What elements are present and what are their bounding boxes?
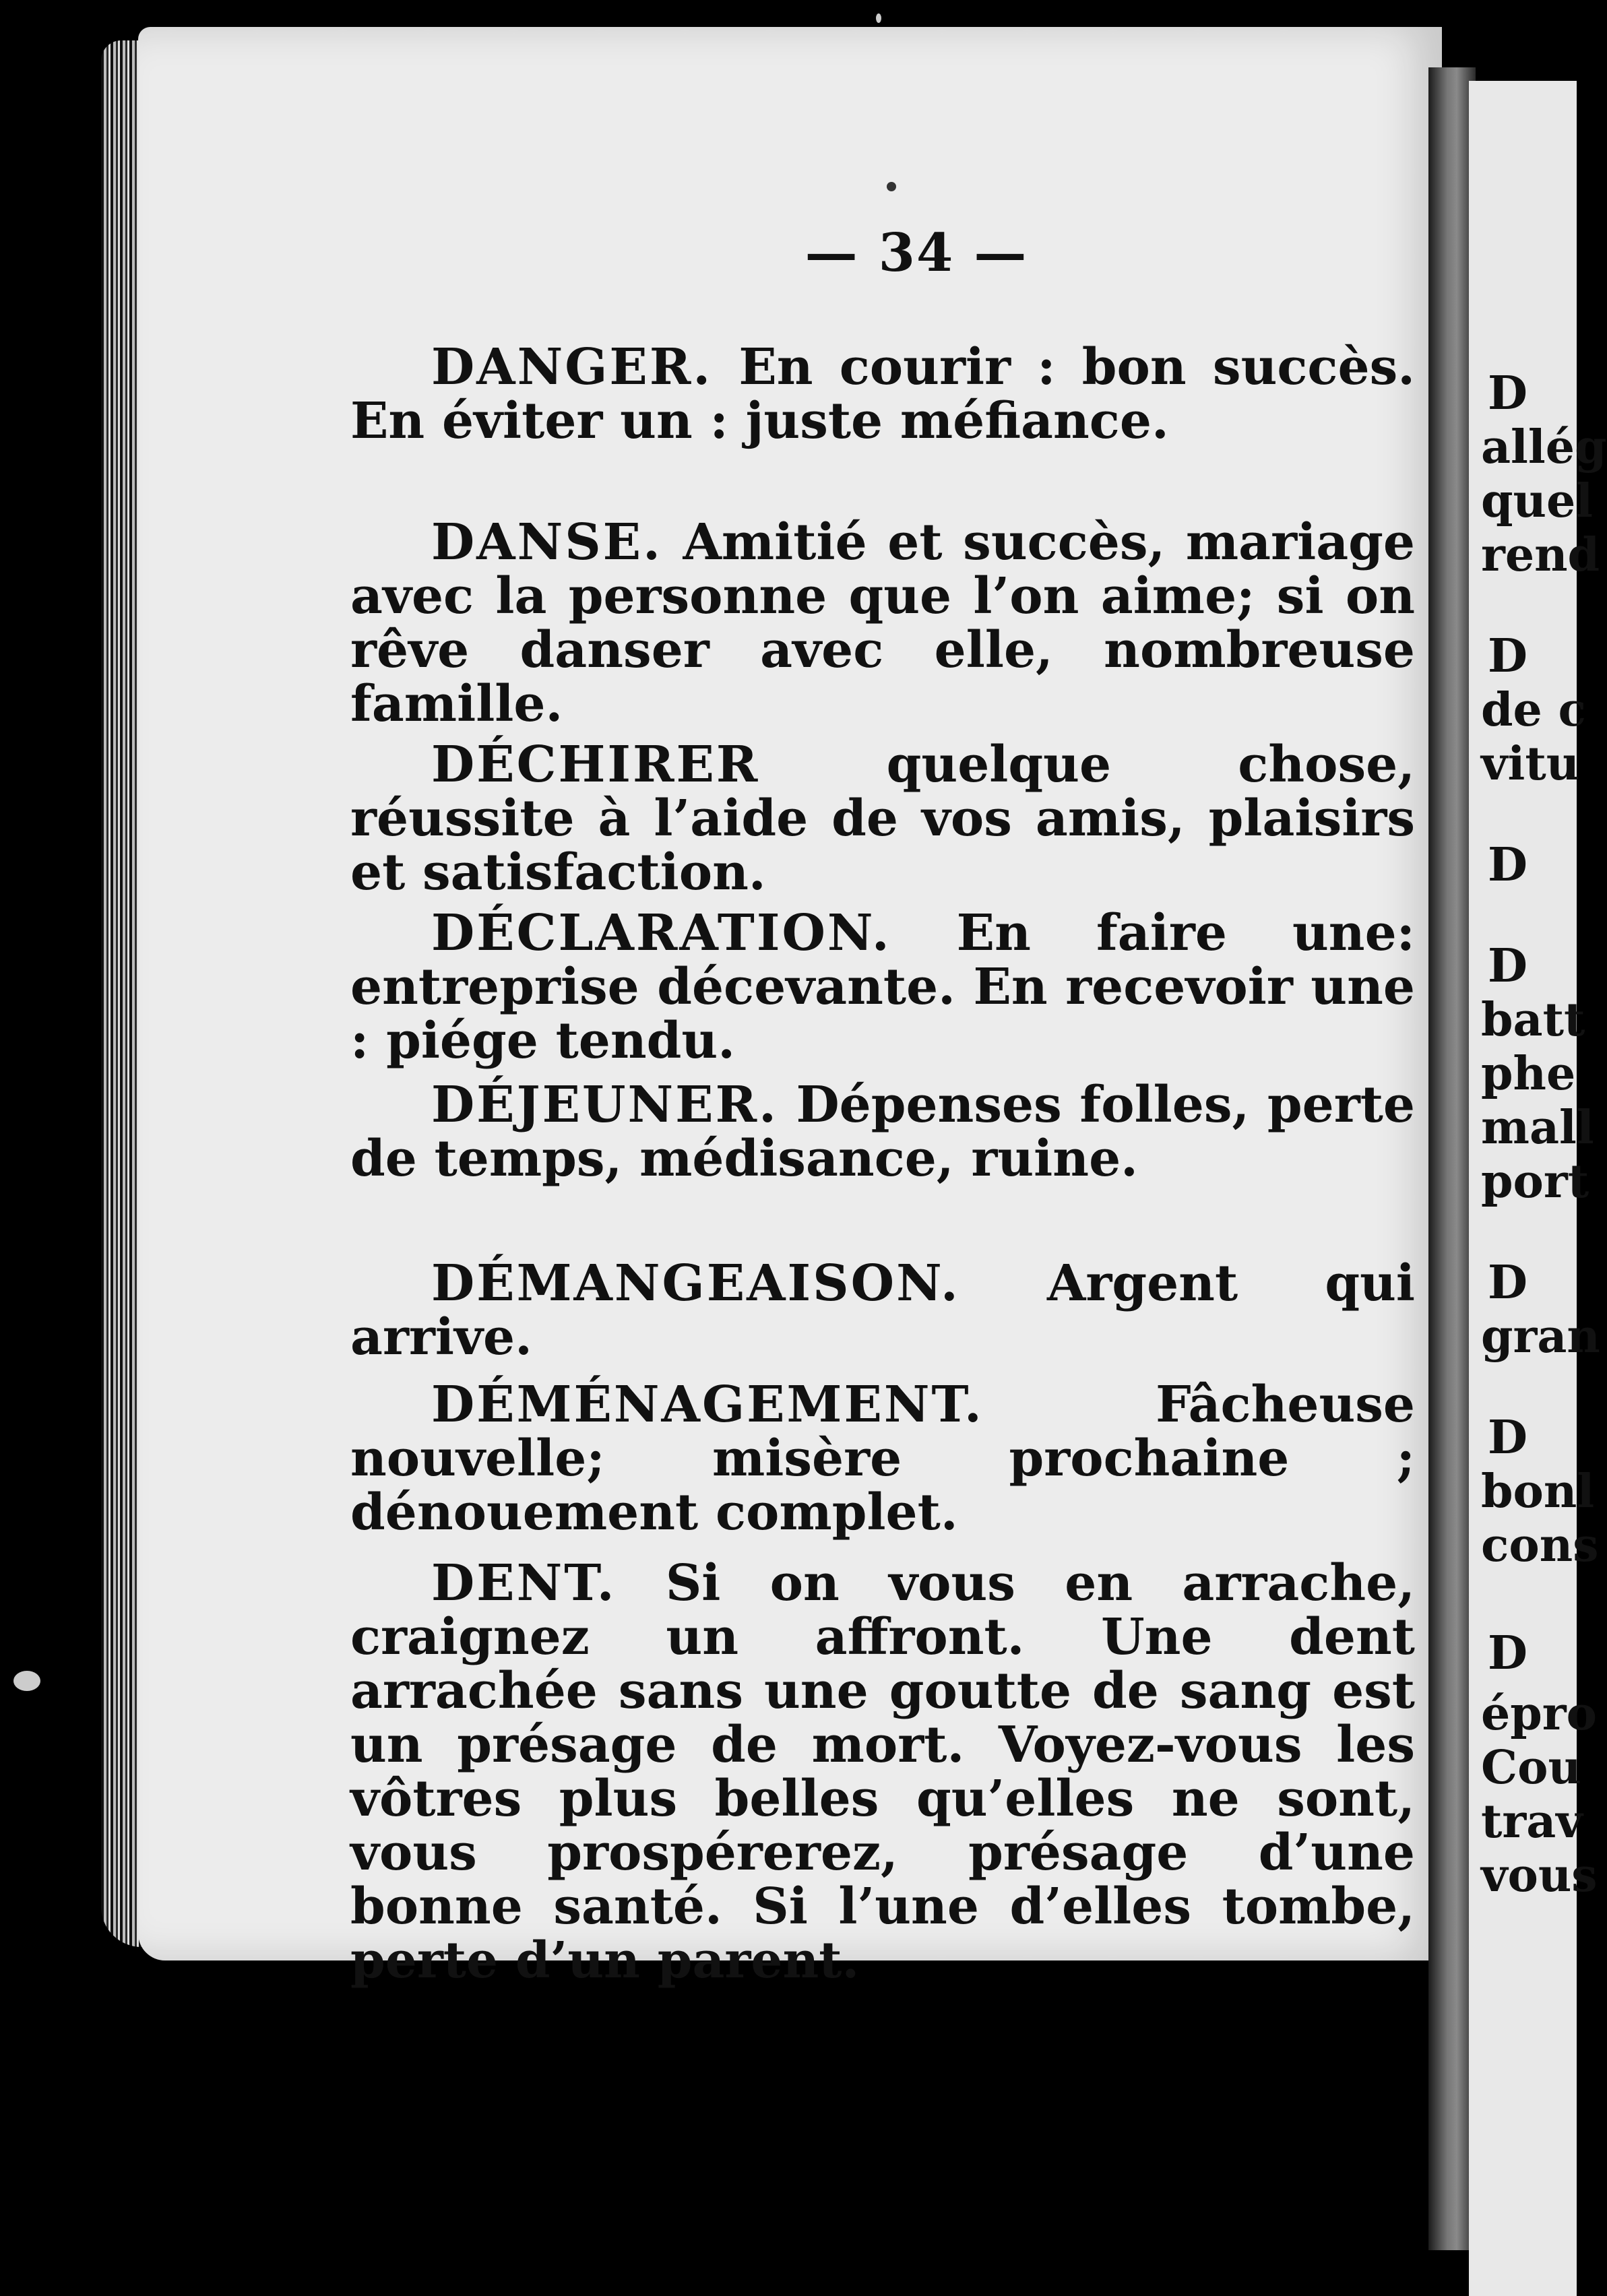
facing-text: cons (1481, 1519, 1599, 1572)
facing-text: D (1488, 1626, 1527, 1680)
dictionary-entry (350, 1256, 1415, 1364)
facing-text: D (1488, 939, 1527, 993)
facing-text: D (1488, 1256, 1527, 1310)
entry-term: DÉMANGEAISON. (431, 1254, 960, 1312)
facing-text: épro (1481, 1687, 1597, 1741)
dictionary-entry (350, 515, 1415, 731)
facing-text: de c (1481, 683, 1586, 737)
scan-speck (13, 1671, 40, 1691)
dictionary-entry (350, 340, 1415, 448)
facing-text: rend (1481, 528, 1600, 582)
entry-text: Amitié et succès, mariage avec la personne que l’on aime; si on rêve danser avec elle, nombreuse famille. (350, 513, 1415, 733)
facing-text: D (1488, 838, 1527, 892)
entry-text: Dépenses folles, perte de temps, médisance, ruine. (350, 1076, 1415, 1188)
entry-text: Si on vous en arrache, craignez un affront. Une dent arrachée sans une goutte de sang est un présage de mort. Voyez-vous les vôtres plus belles qu’elles ne sont, vous prospérerez, présage d’une bonne santé. Si l’une d’elles tombe, perte d’un parent. (350, 1554, 1415, 1989)
entry-term: DÉCHIRER (431, 736, 760, 794)
facing-text: vitu (1481, 737, 1580, 791)
entry-term: DÉJEUNER. (431, 1076, 778, 1134)
dictionary-entry (350, 738, 1415, 899)
facing-text: port (1481, 1155, 1589, 1209)
scan-speck (876, 13, 881, 23)
dictionary-entry (350, 1378, 1415, 1539)
facing-text: batt (1481, 993, 1585, 1047)
page-number: — 34 — (805, 222, 1028, 284)
entry-term: DÉMÉNAGEMENT. (431, 1376, 984, 1434)
entry-text: En faire une: entreprise décevante. En recevoir une : piége tendu. (350, 904, 1415, 1070)
entry-text: Argent qui arrive. (350, 1254, 1415, 1366)
entry-text: Fâcheuse nouvelle; misère prochaine ; dénouement complet. (350, 1376, 1415, 1541)
entry-text: quelque chose, réussite à l’aide de vos amis, plaisirs et satisfaction. (350, 736, 1415, 901)
facing-text: phe (1481, 1047, 1576, 1101)
entry-term: DÉCLARATION. (431, 904, 891, 962)
dictionary-entry (350, 906, 1415, 1068)
facing-page-fragment (1469, 81, 1607, 2296)
facing-text: D (1488, 1411, 1527, 1465)
facing-text: D (1488, 629, 1527, 683)
facing-text: Cou (1481, 1741, 1581, 1795)
facing-text: trav (1481, 1795, 1583, 1849)
facing-text: D (1488, 366, 1527, 420)
facing-text: mall (1481, 1101, 1594, 1155)
dictionary-entry (350, 1556, 1415, 1987)
entry-term: DENT. (431, 1554, 617, 1612)
dictionary-entry (350, 1078, 1415, 1186)
entry-term: DANSE. (431, 513, 662, 571)
entry-text: En courir : bon succès. En éviter un : juste méfiance. (350, 338, 1415, 450)
entry-term: DANGER. (431, 338, 713, 396)
ink-dot (887, 182, 896, 191)
facing-text: bonl (1481, 1465, 1595, 1519)
facing-text: allég (1481, 420, 1607, 474)
facing-text: vous (1481, 1849, 1598, 1903)
facing-text: gran (1481, 1310, 1600, 1364)
facing-text: quel (1481, 474, 1594, 528)
